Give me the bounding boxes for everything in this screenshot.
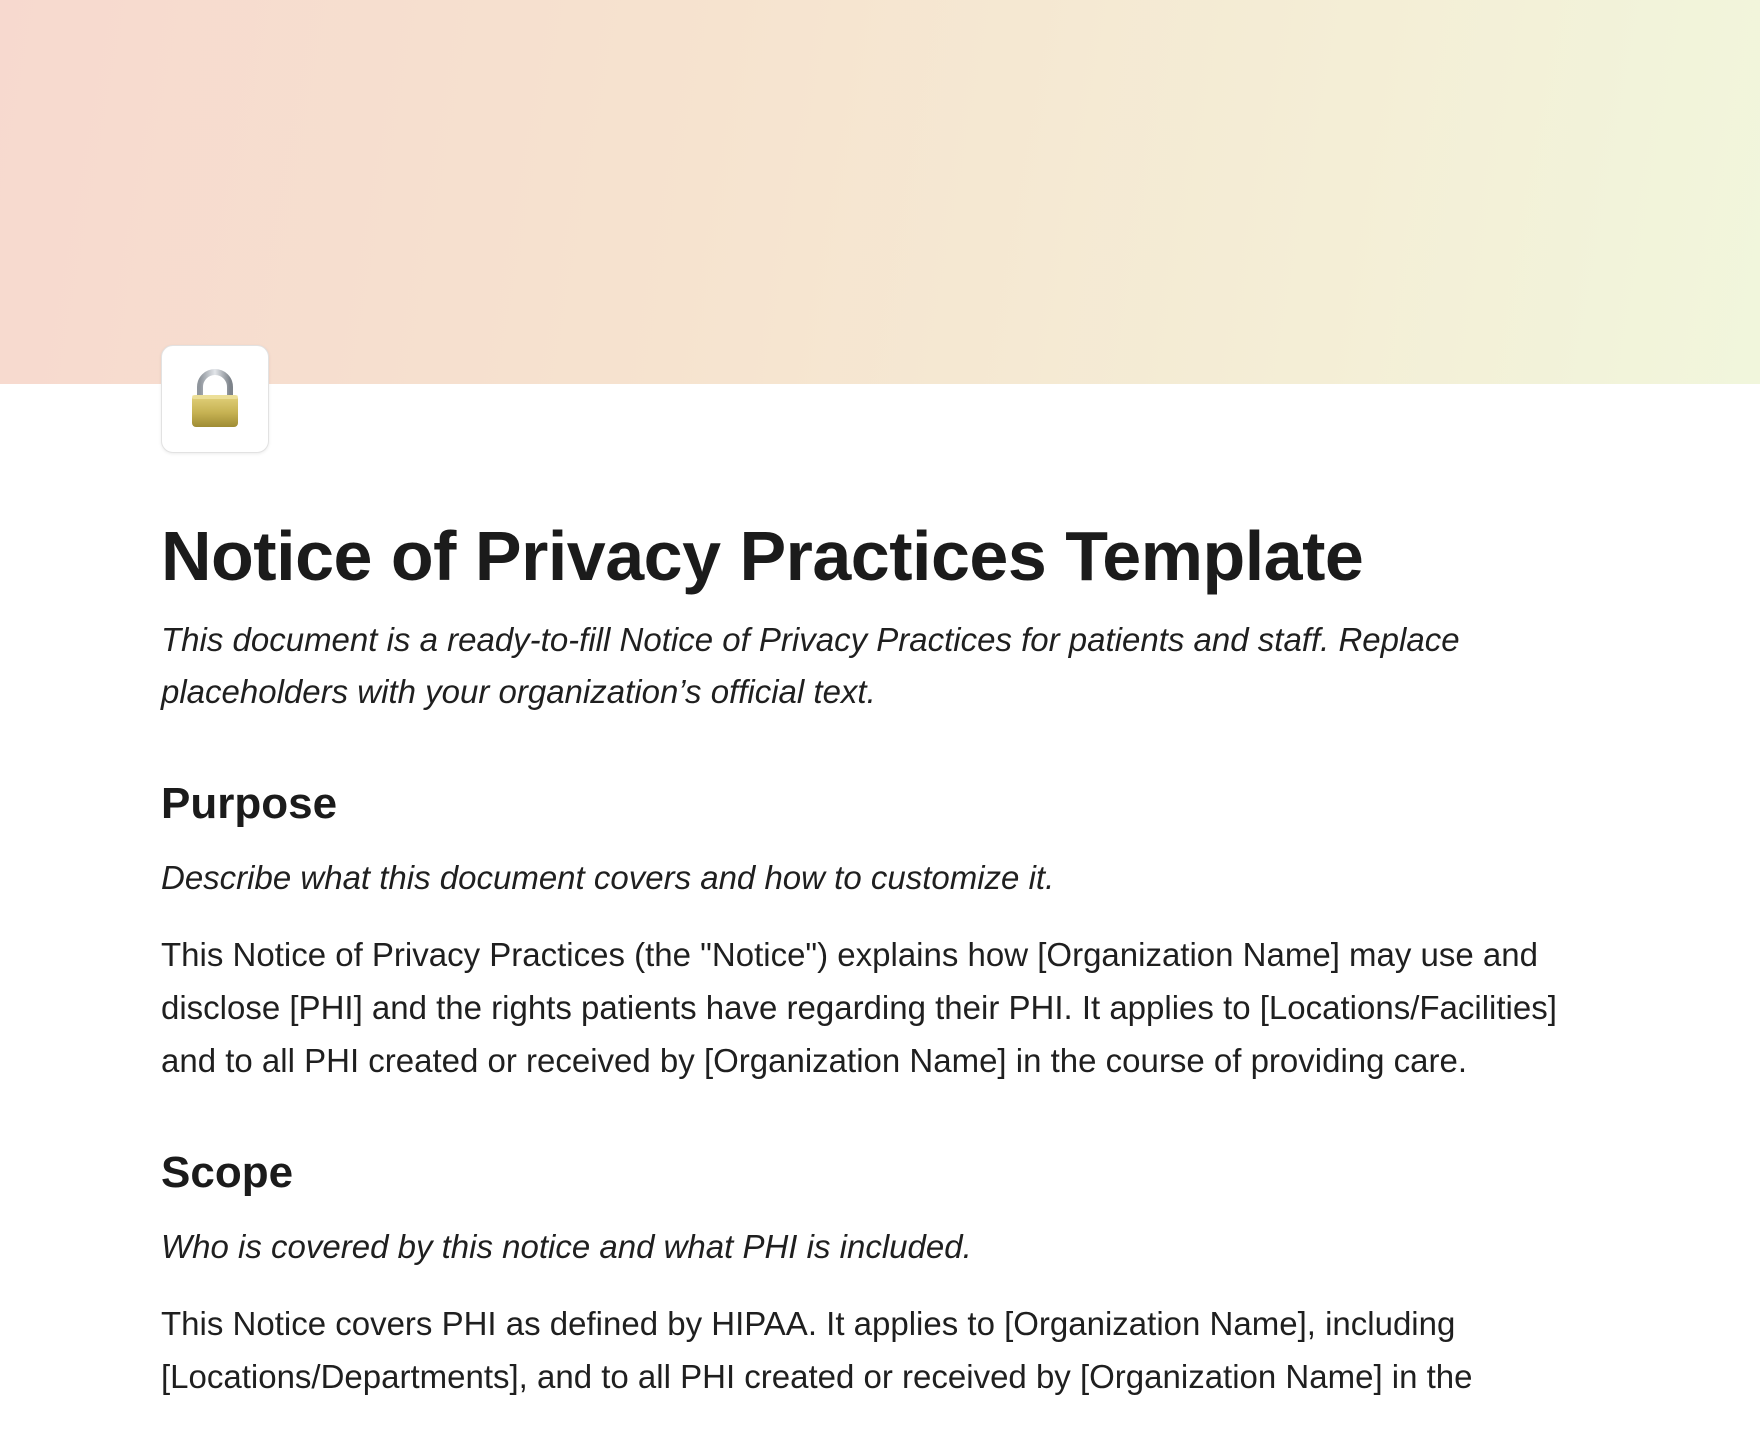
section-hint-purpose[interactable]: Describe what this document covers and how to customize it. [161,859,1055,896]
section-body-scope[interactable]: This Notice covers PHI as defined by HIPAA. It applies to [Organization Name], including [Locations/Departments], and to all PHI created or received by [Organization Name] in the [161,1305,1473,1395]
page-icon-button[interactable] [161,345,269,453]
page-title[interactable]: Notice of Privacy Practices Template [161,517,1364,595]
page-subtitle[interactable]: This document is a ready-to-fill Notice of Privacy Practices for patients and staff. Replace placeholders with your organization’s official text. [161,621,1460,710]
section-body-purpose[interactable]: This Notice of Privacy Practices (the "Notice") explains how [Organization Name] may use and disclose [PHI] and the rights patients have regarding their PHI. It applies to [Locations/Facilities] and to all PHI created or received by [Organization Name] in the course of providing care. [161,936,1557,1079]
document-body [161,508,1611,1403]
lock-icon [188,369,242,429]
page-cover[interactable] [0,0,1760,384]
section-heading-scope[interactable]: Scope [161,1148,294,1197]
section-heading-purpose[interactable]: Purpose [161,779,338,828]
section-hint-scope[interactable]: Who is covered by this notice and what PHI is included. [161,1228,972,1265]
